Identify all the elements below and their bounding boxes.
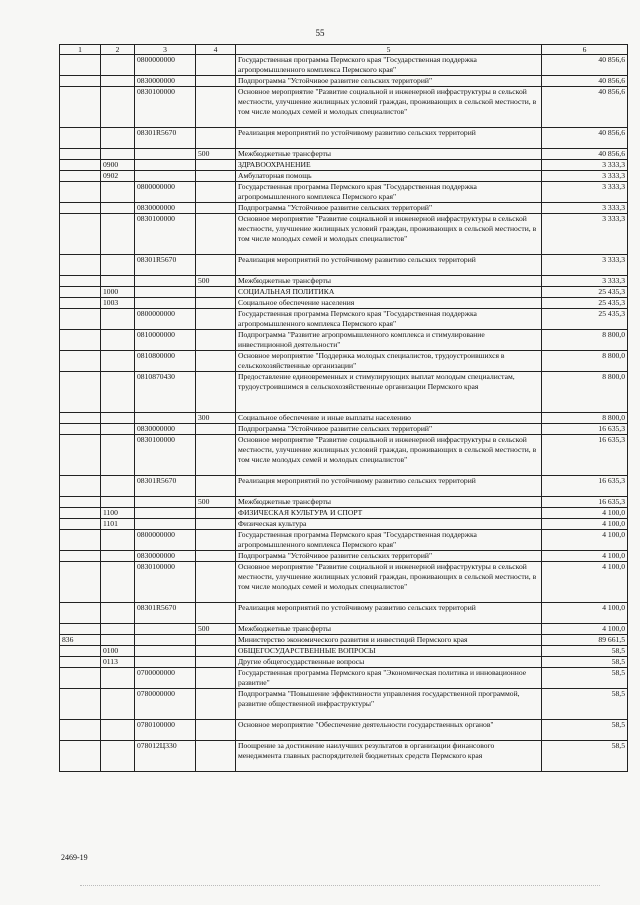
page-number: 55: [315, 28, 325, 38]
target-article-cell: [135, 635, 196, 646]
expense-type-cell: [196, 668, 236, 689]
admin-code-cell: [60, 55, 101, 76]
description-cell: Основное мероприятие "Развитие социальной и инженерной инфраструктуры в сельской местности, улучшение жилищных условий граждан, проживающих в сельской местности, в том числе молодых семей и молодых специалистов": [236, 214, 542, 255]
target-article-cell: [135, 298, 196, 309]
admin-code-cell: [60, 351, 101, 372]
section-code-cell: 1000: [101, 287, 135, 298]
target-article-cell: [135, 413, 196, 424]
table-row: [60, 276, 628, 287]
description-cell: Подпрограмма "Устойчивое развитие сельских территорий": [236, 424, 542, 435]
section-code-cell: 0900: [101, 160, 135, 171]
table-row: [60, 203, 628, 214]
table-row: [60, 603, 628, 624]
admin-code-cell: [60, 530, 101, 551]
table-row: [60, 720, 628, 741]
description-cell: Реализация мероприятий по устойчивому развитию сельских территорий: [236, 603, 542, 624]
table-row: [60, 128, 628, 149]
target-article-cell: 0780100000: [135, 720, 196, 741]
admin-code-cell: [60, 372, 101, 413]
expense-type-cell: [196, 214, 236, 255]
section-code-cell: [101, 720, 135, 741]
admin-code-cell: 836: [60, 635, 101, 646]
section-code-cell: [101, 635, 135, 646]
target-article-cell: [135, 497, 196, 508]
amount-cell: 58,5: [542, 689, 628, 720]
column-header-1: 1: [60, 45, 101, 55]
section-code-cell: [101, 203, 135, 214]
amount-cell: 40 856,6: [542, 149, 628, 160]
description-cell: Министерство экономического развития и инвестиций Пермского края: [236, 635, 542, 646]
amount-cell: 4 100,0: [542, 519, 628, 530]
amount-cell: 40 856,6: [542, 55, 628, 76]
section-code-cell: [101, 128, 135, 149]
amount-cell: 3 333,3: [542, 255, 628, 276]
expense-type-cell: 300: [196, 413, 236, 424]
expense-type-cell: [196, 424, 236, 435]
description-cell: Подпрограмма "Устойчивое развитие сельских территорий": [236, 76, 542, 87]
admin-code-cell: [60, 203, 101, 214]
table-body: [60, 55, 628, 772]
amount-cell: 3 333,3: [542, 171, 628, 182]
table-row: [60, 741, 628, 772]
target-article-cell: 0830000000: [135, 424, 196, 435]
expense-type-cell: [196, 551, 236, 562]
section-code-cell: [101, 476, 135, 497]
description-cell: Межбюджетные трансферты: [236, 497, 542, 508]
table-row: [60, 309, 628, 330]
admin-code-cell: [60, 76, 101, 87]
amount-cell: 58,5: [542, 657, 628, 668]
expense-type-cell: [196, 530, 236, 551]
section-code-cell: [101, 424, 135, 435]
target-article-cell: [135, 160, 196, 171]
admin-code-cell: [60, 624, 101, 635]
description-cell: Основное мероприятие "Развитие социальной и инженерной инфраструктуры в сельской местности, улучшение жилищных условий граждан, проживающих в сельской местности, в том числе молодых семей и молодых специалистов": [236, 87, 542, 128]
amount-cell: 58,5: [542, 668, 628, 689]
section-code-cell: [101, 330, 135, 351]
expense-type-cell: [196, 720, 236, 741]
description-cell: Другие общегосударственные вопросы: [236, 657, 542, 668]
target-article-cell: 08301R5670: [135, 476, 196, 497]
section-code-cell: [101, 76, 135, 87]
admin-code-cell: [60, 668, 101, 689]
description-cell: Межбюджетные трансферты: [236, 149, 542, 160]
table-row: [60, 424, 628, 435]
amount-cell: 89 661,5: [542, 635, 628, 646]
description-cell: ФИЗИЧЕСКАЯ КУЛЬТУРА И СПОРТ: [236, 508, 542, 519]
target-article-cell: 0830100000: [135, 562, 196, 603]
amount-cell: 16 635,3: [542, 476, 628, 497]
admin-code-cell: [60, 508, 101, 519]
table-row: [60, 508, 628, 519]
document-code: 2469-19: [61, 853, 88, 862]
amount-cell: 16 635,3: [542, 424, 628, 435]
target-article-cell: [135, 276, 196, 287]
section-code-cell: 1003: [101, 298, 135, 309]
expense-type-cell: [196, 76, 236, 87]
expense-type-cell: [196, 160, 236, 171]
description-cell: Амбулаторная помощь: [236, 171, 542, 182]
expense-type-cell: [196, 635, 236, 646]
section-code-cell: 1101: [101, 519, 135, 530]
table-row: [60, 298, 628, 309]
section-code-cell: [101, 214, 135, 255]
table-row: [60, 55, 628, 76]
description-cell: Физическая культура: [236, 519, 542, 530]
table-row: [60, 287, 628, 298]
expense-type-cell: [196, 55, 236, 76]
expense-type-cell: [196, 646, 236, 657]
description-cell: Основное мероприятие "Развитие социальной и инженерной инфраструктуры в сельской местности, улучшение жилищных условий граждан, проживающих в сельской местности, в том числе молодых семей и молодых специалистов": [236, 435, 542, 476]
description-cell: Социальное обеспечение населения: [236, 298, 542, 309]
description-cell: Межбюджетные трансферты: [236, 624, 542, 635]
expense-type-cell: 500: [196, 497, 236, 508]
admin-code-cell: [60, 128, 101, 149]
admin-code-cell: [60, 298, 101, 309]
section-code-cell: [101, 309, 135, 330]
description-cell: Межбюджетные трансферты: [236, 276, 542, 287]
expense-type-cell: [196, 87, 236, 128]
amount-cell: 58,5: [542, 646, 628, 657]
description-cell: Государственная программа Пермского края "Государственная поддержка агропромышленного комплекса Пермского края": [236, 530, 542, 551]
target-article-cell: 0700000000: [135, 668, 196, 689]
description-cell: Подпрограмма "Устойчивое развитие сельских территорий": [236, 551, 542, 562]
admin-code-cell: [60, 287, 101, 298]
section-code-cell: [101, 149, 135, 160]
amount-cell: 4 100,0: [542, 530, 628, 551]
target-article-cell: 0830100000: [135, 435, 196, 476]
target-article-cell: 0810800000: [135, 351, 196, 372]
target-article-cell: [135, 624, 196, 635]
target-article-cell: 0800000000: [135, 309, 196, 330]
expense-type-cell: 500: [196, 624, 236, 635]
description-cell: Подпрограмма "Повышение эффективности управления государственной программой, развитие общественной инфраструктуры": [236, 689, 542, 720]
expense-type-cell: [196, 203, 236, 214]
amount-cell: 25 435,3: [542, 287, 628, 298]
expense-type-cell: [196, 372, 236, 413]
target-article-cell: 0780000000: [135, 689, 196, 720]
description-cell: Поощрение за достижение наилучших результатов в организации финансового менеджмента главных распорядителей бюджетных средств Пермского края: [236, 741, 542, 772]
admin-code-cell: [60, 689, 101, 720]
admin-code-cell: [60, 424, 101, 435]
table-row: [60, 413, 628, 424]
target-article-cell: 0830000000: [135, 203, 196, 214]
expense-type-cell: [196, 287, 236, 298]
table-row: [60, 689, 628, 720]
admin-code-cell: [60, 276, 101, 287]
amount-cell: 16 635,3: [542, 435, 628, 476]
amount-cell: 8 800,0: [542, 351, 628, 372]
admin-code-cell: [60, 497, 101, 508]
admin-code-cell: [60, 519, 101, 530]
column-header-4: 4: [196, 45, 236, 55]
column-header-6: 6: [542, 45, 628, 55]
admin-code-cell: [60, 214, 101, 255]
target-article-cell: 0810870430: [135, 372, 196, 413]
amount-cell: 40 856,6: [542, 128, 628, 149]
target-article-cell: [135, 149, 196, 160]
section-code-cell: [101, 182, 135, 203]
amount-cell: 40 856,6: [542, 76, 628, 87]
section-code-cell: [101, 413, 135, 424]
table-row: [60, 519, 628, 530]
section-code-cell: [101, 255, 135, 276]
description-cell: Реализация мероприятий по устойчивому развитию сельских территорий: [236, 128, 542, 149]
description-cell: Основное мероприятие "Поддержка молодых специалистов, трудоустроившихся в сельскохозяйственные организации": [236, 351, 542, 372]
section-code-cell: [101, 741, 135, 772]
table-row: [60, 562, 628, 603]
expense-type-cell: [196, 298, 236, 309]
description-cell: Реализация мероприятий по устойчивому развитию сельских территорий: [236, 476, 542, 497]
expense-type-cell: [196, 309, 236, 330]
expense-type-cell: [196, 741, 236, 772]
description-cell: Реализация мероприятий по устойчивому развитию сельских территорий: [236, 255, 542, 276]
section-code-cell: [101, 497, 135, 508]
amount-cell: 3 333,3: [542, 182, 628, 203]
table-header: [60, 45, 628, 55]
section-code-cell: [101, 351, 135, 372]
expense-type-cell: [196, 182, 236, 203]
amount-cell: 3 333,3: [542, 276, 628, 287]
section-code-cell: 0113: [101, 657, 135, 668]
description-cell: ОБЩЕГОСУДАРСТВЕННЫЕ ВОПРОСЫ: [236, 646, 542, 657]
table-row: [60, 497, 628, 508]
section-code-cell: [101, 372, 135, 413]
section-code-cell: 0902: [101, 171, 135, 182]
target-article-cell: [135, 171, 196, 182]
table-row: [60, 635, 628, 646]
target-article-cell: 0800000000: [135, 530, 196, 551]
expense-type-cell: [196, 689, 236, 720]
expense-type-cell: 500: [196, 276, 236, 287]
expense-type-cell: [196, 657, 236, 668]
admin-code-cell: [60, 741, 101, 772]
table-row: [60, 330, 628, 351]
target-article-cell: [135, 657, 196, 668]
admin-code-cell: [60, 309, 101, 330]
target-article-cell: 0800000000: [135, 182, 196, 203]
admin-code-cell: [60, 413, 101, 424]
admin-code-cell: [60, 551, 101, 562]
target-article-cell: 078012Ц330: [135, 741, 196, 772]
table-row: [60, 551, 628, 562]
description-cell: Предоставление единовременных и стимулирующих выплат молодым специалистам, трудоустроившимся в сельскохозяйственные организации Пермского края: [236, 372, 542, 413]
section-code-cell: 1100: [101, 508, 135, 519]
admin-code-cell: [60, 182, 101, 203]
target-article-cell: 0830000000: [135, 76, 196, 87]
section-code-cell: [101, 624, 135, 635]
section-code-cell: [101, 435, 135, 476]
expense-type-cell: [196, 330, 236, 351]
column-header-2: 2: [101, 45, 135, 55]
section-code-cell: [101, 530, 135, 551]
table-row: [60, 372, 628, 413]
table-row: [60, 149, 628, 160]
description-cell: СОЦИАЛЬНАЯ ПОЛИТИКА: [236, 287, 542, 298]
section-code-cell: [101, 689, 135, 720]
expense-type-cell: [196, 508, 236, 519]
admin-code-cell: [60, 435, 101, 476]
admin-code-cell: [60, 657, 101, 668]
expense-type-cell: [196, 435, 236, 476]
table-row: [60, 255, 628, 276]
admin-code-cell: [60, 562, 101, 603]
table-row: [60, 87, 628, 128]
table-row: [60, 435, 628, 476]
description-cell: Подпрограмма "Развитие агропромышленного комплекса и стимулирование инвестиционной деятельности": [236, 330, 542, 351]
description-cell: Государственная программа Пермского края "Государственная поддержка агропромышленного комплекса Пермского края": [236, 55, 542, 76]
table-row: [60, 668, 628, 689]
expense-type-cell: [196, 171, 236, 182]
table-row: [60, 76, 628, 87]
amount-cell: 4 100,0: [542, 562, 628, 603]
budget-table: [59, 44, 628, 772]
section-code-cell: [101, 603, 135, 624]
section-code-cell: [101, 55, 135, 76]
amount-cell: 3 333,3: [542, 160, 628, 171]
table-row: [60, 351, 628, 372]
table-row: [60, 646, 628, 657]
amount-cell: 4 100,0: [542, 624, 628, 635]
target-article-cell: 08301R5670: [135, 603, 196, 624]
section-code-cell: [101, 87, 135, 128]
table-row: [60, 182, 628, 203]
description-cell: Основное мероприятие "Развитие социальной и инженерной инфраструктуры в сельской местности, улучшение жилищных условий граждан, проживающих в сельской местности, в том числе молодых семей и молодых специалистов": [236, 562, 542, 603]
expense-type-cell: [196, 351, 236, 372]
table-row: [60, 624, 628, 635]
expense-type-cell: [196, 562, 236, 603]
table-row: [60, 214, 628, 255]
description-cell: Государственная программа Пермского края "Государственная поддержка агропромышленного комплекса Пермского края": [236, 182, 542, 203]
description-cell: Государственная программа Пермского края "Государственная поддержка агропромышленного комплекса Пермского края": [236, 309, 542, 330]
admin-code-cell: [60, 149, 101, 160]
column-header-3: 3: [135, 45, 196, 55]
table-row: [60, 530, 628, 551]
amount-cell: 4 100,0: [542, 508, 628, 519]
admin-code-cell: [60, 171, 101, 182]
target-article-cell: 0830100000: [135, 214, 196, 255]
amount-cell: 58,5: [542, 720, 628, 741]
admin-code-cell: [60, 87, 101, 128]
expense-type-cell: [196, 476, 236, 497]
description-cell: Подпрограмма "Устойчивое развитие сельских территорий": [236, 203, 542, 214]
amount-cell: 3 333,3: [542, 203, 628, 214]
target-article-cell: [135, 508, 196, 519]
expense-type-cell: 500: [196, 149, 236, 160]
expense-type-cell: [196, 255, 236, 276]
table-row: [60, 171, 628, 182]
description-cell: Государственная программа Пермского края "Экономическая политика и инновационное развитие": [236, 668, 542, 689]
amount-cell: 8 800,0: [542, 413, 628, 424]
amount-cell: 4 100,0: [542, 603, 628, 624]
description-cell: Социальное обеспечение и иные выплаты населению: [236, 413, 542, 424]
amount-cell: 8 800,0: [542, 372, 628, 413]
amount-cell: 40 856,6: [542, 87, 628, 128]
amount-cell: 58,5: [542, 741, 628, 772]
target-article-cell: [135, 287, 196, 298]
admin-code-cell: [60, 720, 101, 741]
description-cell: Основное мероприятие "Обеспечение деятельности государственных органов": [236, 720, 542, 741]
admin-code-cell: [60, 255, 101, 276]
admin-code-cell: [60, 646, 101, 657]
description-cell: ЗДРАВООХРАНЕНИЕ: [236, 160, 542, 171]
admin-code-cell: [60, 476, 101, 497]
amount-cell: 8 800,0: [542, 330, 628, 351]
section-code-cell: [101, 551, 135, 562]
expense-type-cell: [196, 519, 236, 530]
section-code-cell: [101, 562, 135, 603]
table-row: [60, 160, 628, 171]
target-article-cell: [135, 519, 196, 530]
amount-cell: 25 435,3: [542, 298, 628, 309]
target-article-cell: 0810000000: [135, 330, 196, 351]
budget-table-container: [59, 44, 627, 772]
target-article-cell: 0800000000: [135, 55, 196, 76]
target-article-cell: [135, 646, 196, 657]
amount-cell: 16 635,3: [542, 497, 628, 508]
admin-code-cell: [60, 160, 101, 171]
table-row: [60, 476, 628, 497]
target-article-cell: 08301R5670: [135, 128, 196, 149]
amount-cell: 4 100,0: [542, 551, 628, 562]
section-code-cell: 0100: [101, 646, 135, 657]
expense-type-cell: [196, 128, 236, 149]
header-row: [60, 45, 628, 55]
expense-type-cell: [196, 603, 236, 624]
amount-cell: 25 435,3: [542, 309, 628, 330]
footer-divider: [80, 885, 600, 886]
amount-cell: 3 333,3: [542, 214, 628, 255]
column-header-5: 5: [236, 45, 542, 55]
admin-code-cell: [60, 603, 101, 624]
admin-code-cell: [60, 330, 101, 351]
target-article-cell: 08301R5670: [135, 255, 196, 276]
section-code-cell: [101, 276, 135, 287]
table-row: [60, 657, 628, 668]
target-article-cell: 0830100000: [135, 87, 196, 128]
section-code-cell: [101, 668, 135, 689]
target-article-cell: 0830000000: [135, 551, 196, 562]
